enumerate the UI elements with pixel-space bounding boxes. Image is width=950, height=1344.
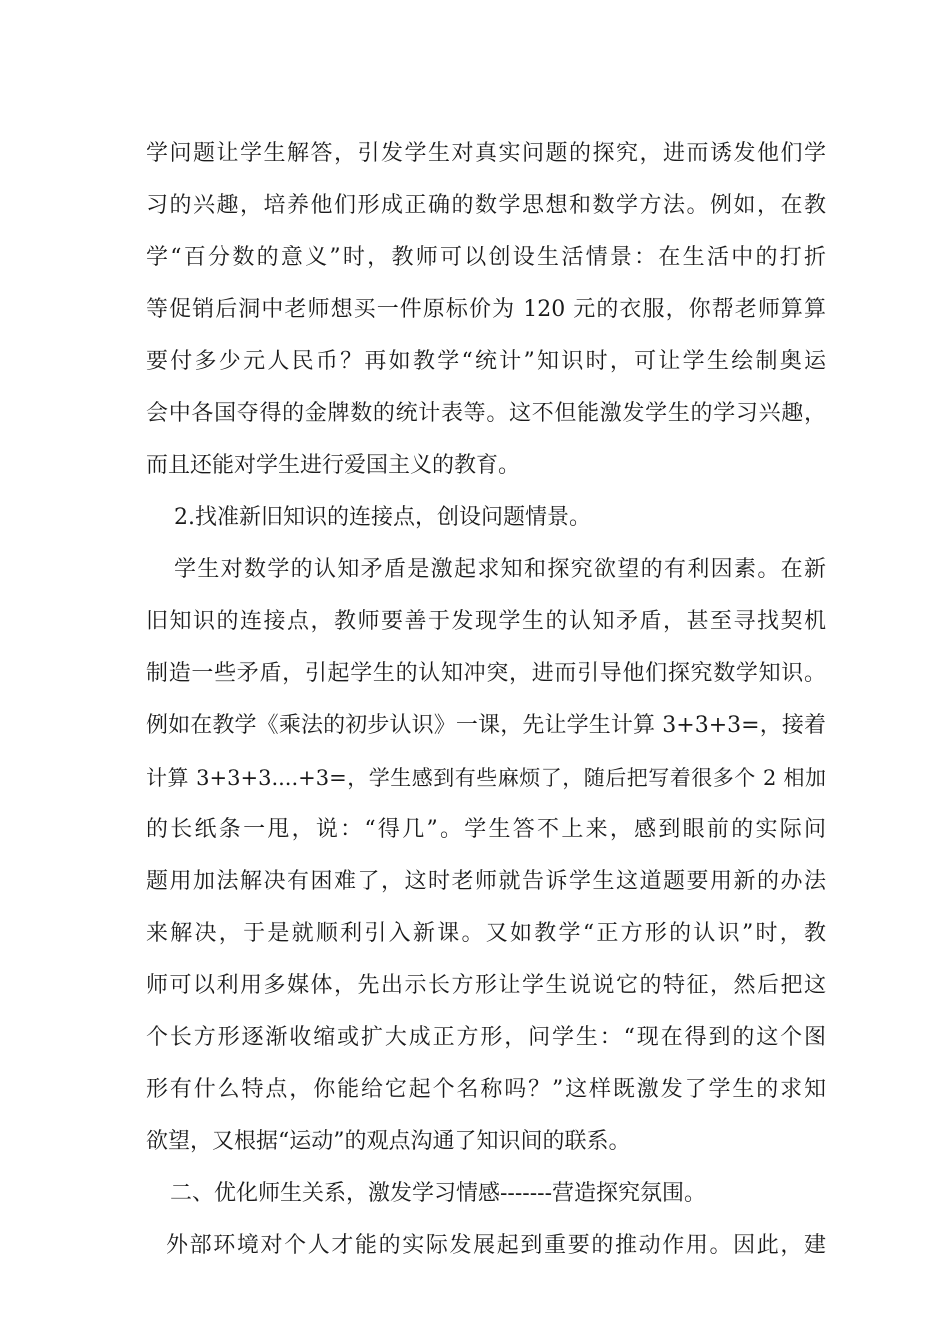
paragraph-start-line-2: 外部环境对个人才能的实际发展起到重要的推动作用。因此，建 [166,1233,826,1258]
text-line-4: 等促销后洞中老师想买一件原标价为 120 元的衣服，你帮老师算算 [146,297,826,322]
section-heading-2: 2.找准新旧知识的连接点，创设问题情景。 [174,505,591,530]
text-line-18: 个长方形逐渐收缩或扩大成正方形，问学生：“现在得到的这个图 [146,1025,826,1050]
paragraph-start-line: 学生对数学的认知矛盾是激起求知和探究欲望的有利因素。在新 [174,557,826,582]
paragraph-end-line-2: 欲望，又根据“运动”的观点沟通了知识间的联系。 [146,1129,631,1154]
text-line-10: 旧知识的连接点，教师要善于发现学生的认知矛盾，甚至寻找契机 [146,609,826,634]
paragraph-end-line: 而且还能对学生进行爱国主义的教育。 [146,453,521,478]
text-line-16: 来解决，于是就顺利引入新课。又如教学“正方形的认识”时，教 [146,921,826,946]
text-line-3: 学“百分数的意义”时，教师可以创设生活情景：在生活中的打折 [146,245,826,270]
document-body [146,128,826,1272]
text-line-5: 要付多少元人民币？再如教学“统计”知识时，可让学生绘制奥运 [146,349,826,374]
text-line-11: 制造一些矛盾，引起学生的认知冲突，进而引导他们探究数学知识。 [146,661,826,686]
text-line-15: 题用加法解决有困难了，这时老师就告诉学生这道题要用新的办法 [146,869,826,894]
text-line-19: 形有什么特点，你能给它起个名称吗？”这样既激发了学生的求知 [146,1077,826,1102]
text-line-12: 例如在教学《乘法的初步认识》一课，先让学生计算 3+3+3=，接着 [146,713,826,738]
text-line-13: 计算 3+3+3....+3=，学生感到有些麻烦了，随后把写着很多个 2 相加 [146,766,826,790]
text-line-2: 习的兴趣，培养他们形成正确的数学思想和数学方法。例如，在教 [146,193,826,218]
text-line-1: 学问题让学生解答，引发学生对真实问题的探究，进而诱发他们学 [146,141,826,166]
text-line-14: 的长纸条一甩，说：“得几”。学生答不上来，感到眼前的实际问 [146,817,826,842]
text-line-6: 会中各国夺得的金牌数的统计表等。这不但能激发学生的学习兴趣， [146,401,826,426]
text-line-17: 师可以利用多媒体，先出示长方形让学生说说它的特征，然后把这 [146,973,826,998]
section-heading-two: 二、优化师生关系，激发学习情感-------营造探究氛围。 [170,1181,707,1206]
